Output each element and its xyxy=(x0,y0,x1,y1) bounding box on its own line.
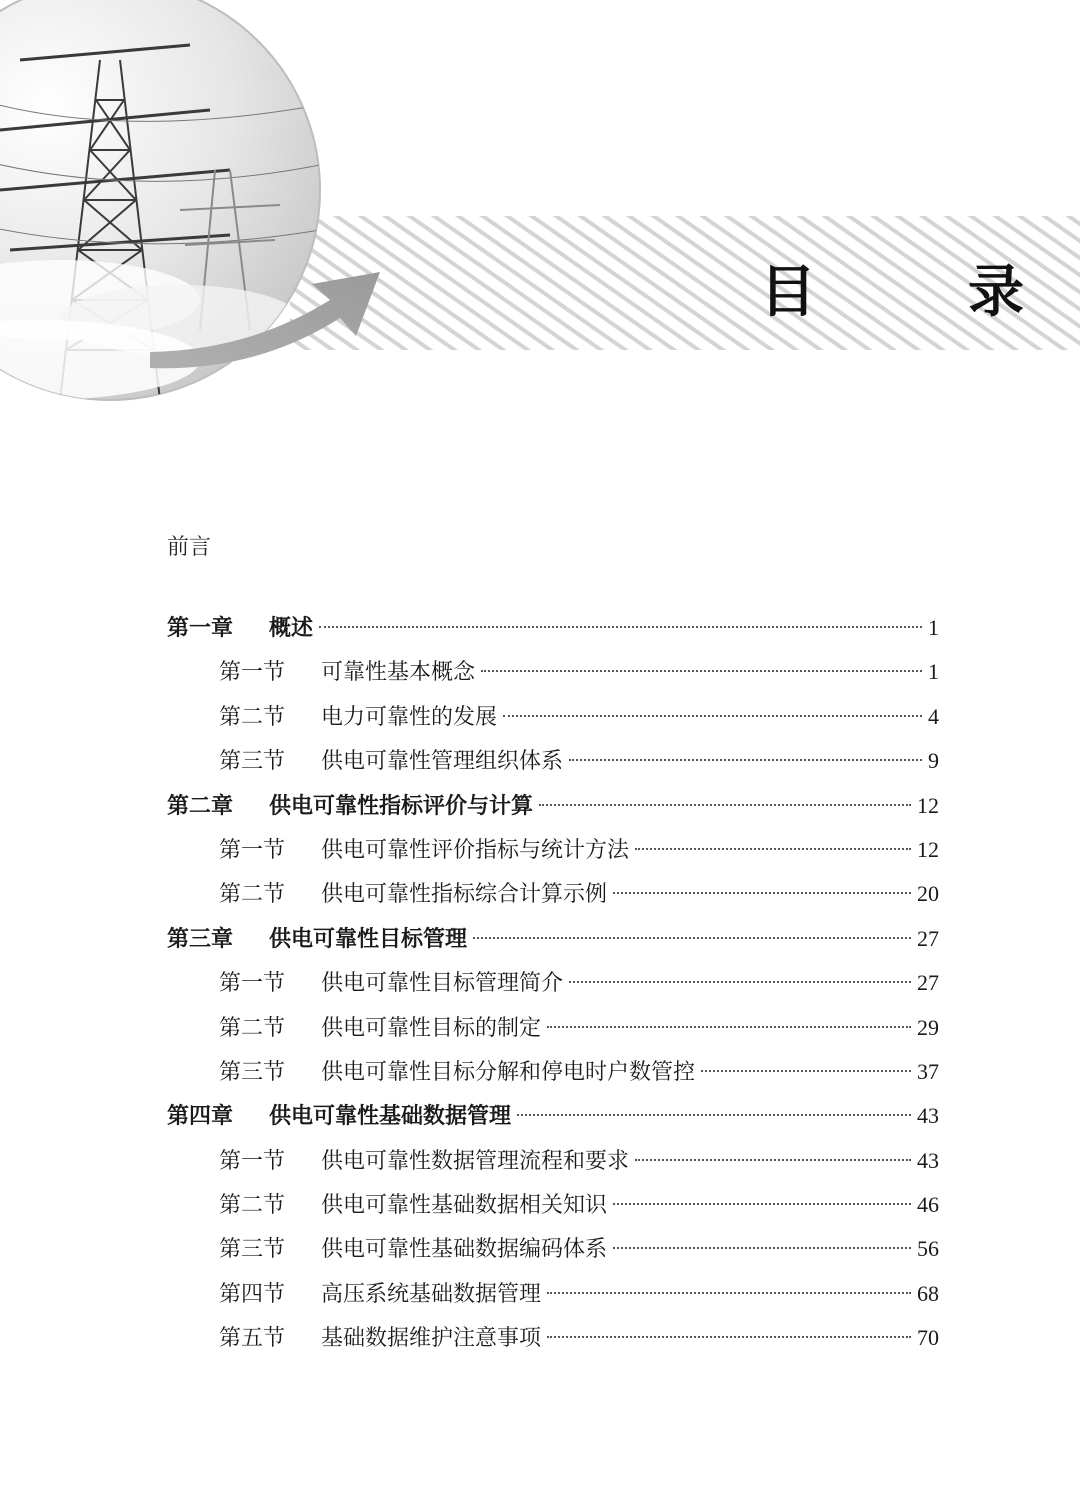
toc-page-number: 37 xyxy=(917,1058,939,1084)
toc-entry-label: 第二节 xyxy=(219,1193,286,1219)
toc-page-number: 43 xyxy=(917,1103,939,1129)
toc-entry-title: 供电可靠性目标管理简介 xyxy=(321,971,564,997)
toc-page-number: 4 xyxy=(928,703,939,729)
toc-dot-leader xyxy=(635,848,911,850)
toc-entry-label: 第五节 xyxy=(219,1326,286,1352)
toc-section-entry[interactable] xyxy=(167,1272,939,1316)
toc-entry-title: 供电可靠性基础数据相关知识 xyxy=(321,1193,608,1219)
toc-page-number: 68 xyxy=(917,1280,939,1306)
toc-page-number: 70 xyxy=(917,1325,939,1351)
toc-entry-title: 供电可靠性指标评价与计算 xyxy=(269,793,534,819)
toc-chapter-entry[interactable] xyxy=(167,917,939,961)
toc-page-number: 29 xyxy=(917,1014,939,1040)
toc-dot-leader xyxy=(473,937,911,939)
toc-dot-leader xyxy=(503,715,922,717)
page-title: 目 录 xyxy=(760,259,1072,325)
toc-entry-title: 供电可靠性指标综合计算示例 xyxy=(321,882,608,908)
toc-page-number: 56 xyxy=(917,1236,939,1262)
toc-section-entry[interactable] xyxy=(167,1050,939,1094)
toc-entry-title: 供电可靠性数据管理流程和要求 xyxy=(321,1148,630,1174)
toc-dot-leader xyxy=(547,1292,911,1294)
toc-section-entry[interactable] xyxy=(167,695,939,739)
preface-link[interactable]: 前言 xyxy=(167,535,212,560)
toc-entry-title: 供电可靠性基础数据编码体系 xyxy=(321,1237,608,1263)
toc-entry-label: 第四章 xyxy=(167,1104,234,1130)
toc-entry-label: 第二节 xyxy=(219,882,286,908)
toc-page-number: 20 xyxy=(917,881,939,907)
toc-section-entry[interactable] xyxy=(167,1316,939,1360)
toc-page-number: 1 xyxy=(928,615,939,640)
toc-entry-label: 第三章 xyxy=(167,926,234,952)
toc-chapter-entry[interactable] xyxy=(167,606,939,650)
toc-entry-label: 第二节 xyxy=(219,1015,286,1041)
toc-entry-label: 第三节 xyxy=(219,749,286,775)
toc-section-entry[interactable] xyxy=(167,828,939,872)
toc-page-number: 12 xyxy=(917,836,939,862)
toc-entry-title: 高压系统基础数据管理 xyxy=(321,1281,542,1307)
toc-entry-title: 概述 xyxy=(269,616,314,641)
toc-dot-leader xyxy=(613,892,911,894)
toc-section-entry[interactable] xyxy=(167,650,939,694)
toc-entry-title: 供电可靠性目标管理 xyxy=(269,926,468,952)
toc-dot-leader xyxy=(481,670,922,672)
toc-entry-label: 第三节 xyxy=(219,1059,286,1085)
toc-dot-leader xyxy=(547,1336,911,1338)
toc-entry-title: 供电可靠性目标分解和停电时户数管控 xyxy=(321,1059,696,1085)
toc-dot-leader xyxy=(539,804,911,806)
toc-dot-leader xyxy=(701,1070,911,1072)
toc-section-entry[interactable] xyxy=(167,739,939,783)
toc-entry-title: 供电可靠性评价指标与统计方法 xyxy=(321,837,630,863)
toc-entry-label: 第一节 xyxy=(219,1148,286,1174)
toc-entry-label: 第一章 xyxy=(167,616,234,641)
toc-dot-leader xyxy=(319,626,922,628)
toc-section-entry[interactable] xyxy=(167,961,939,1005)
header-illustration xyxy=(0,0,1080,420)
toc-entry-title: 供电可靠性目标的制定 xyxy=(321,1015,542,1041)
toc-dot-leader xyxy=(635,1159,911,1161)
toc-entry-label: 第二节 xyxy=(219,704,286,730)
toc-entry-label: 第一节 xyxy=(219,971,286,997)
toc-page-number: 27 xyxy=(917,925,939,951)
toc-entry-title: 供电可靠性管理组织体系 xyxy=(321,749,564,775)
toc-page-number: 9 xyxy=(928,748,939,774)
toc-entry-title: 基础数据维护注意事项 xyxy=(321,1326,542,1352)
toc-chapter-entry[interactable] xyxy=(167,784,939,828)
toc-chapter-entry[interactable] xyxy=(167,1094,939,1138)
toc-page-number: 43 xyxy=(917,1147,939,1173)
toc-entry-label: 第二章 xyxy=(167,793,234,819)
toc-entry-title: 供电可靠性基础数据管理 xyxy=(269,1104,512,1130)
toc-page-number: 12 xyxy=(917,792,939,818)
toc-entry-label: 第一节 xyxy=(219,660,286,686)
toc-entry-title: 电力可靠性的发展 xyxy=(321,704,498,730)
toc-entry-label: 第四节 xyxy=(219,1281,286,1307)
toc-dot-leader xyxy=(569,759,922,761)
toc-page-number: 1 xyxy=(928,659,939,685)
toc-page-number: 46 xyxy=(917,1192,939,1218)
toc-section-entry[interactable] xyxy=(167,1227,939,1271)
toc-section-entry[interactable] xyxy=(167,1139,939,1183)
table-of-contents xyxy=(167,606,939,1361)
toc-dot-leader xyxy=(613,1247,911,1249)
toc-section-entry[interactable] xyxy=(167,1183,939,1227)
toc-section-entry[interactable] xyxy=(167,872,939,916)
toc-section-entry[interactable] xyxy=(167,1006,939,1050)
toc-entry-label: 第三节 xyxy=(219,1237,286,1263)
toc-dot-leader xyxy=(613,1203,911,1205)
toc-dot-leader xyxy=(547,1026,911,1028)
toc-dot-leader xyxy=(569,981,911,983)
toc-entry-title: 可靠性基本概念 xyxy=(321,660,476,686)
toc-dot-leader xyxy=(517,1114,911,1116)
toc-page-number: 27 xyxy=(917,970,939,996)
toc-entry-label: 第一节 xyxy=(219,837,286,863)
